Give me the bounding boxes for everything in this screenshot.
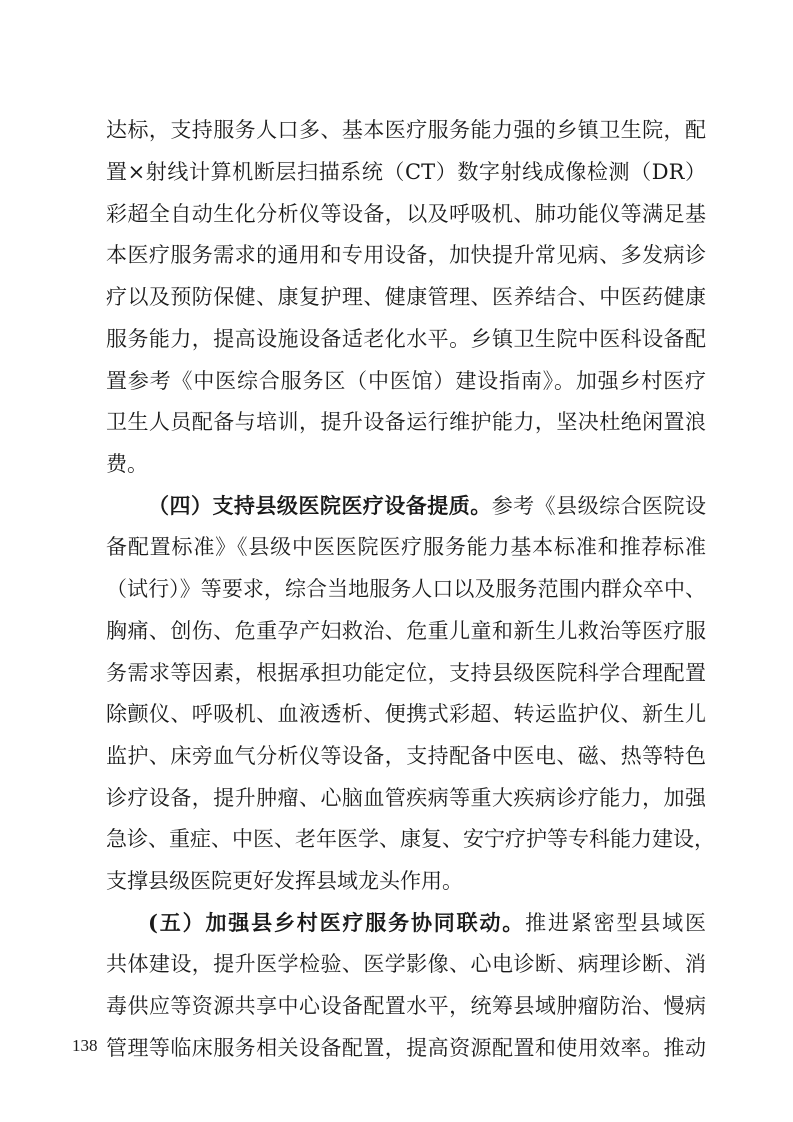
body-line: 胸痛、创伤、危重孕产妇救治、危重儿童和新生儿救治等医疗服 [106,619,706,643]
body-line: 卫生人员配备与培训，提升设备运行维护能力，坚决杜绝闲置浪 [106,410,706,434]
body-line: 本医疗服务需求的通用和专用设备，加快提升常见病、多发病诊 [106,243,706,267]
body-line: 监护、床旁血气分析仪等设备，支持配备中医电、磁、热等特色 [106,744,706,768]
body-line: 急诊、重症、中医、老年医学、康复、安宁疗护等专科能力建设， [106,827,715,851]
body-line: 备配置标准》《县级中医医院医疗服务能力基本标准和推荐标准 [106,535,706,559]
body-line: 服务能力，提高设施设备适老化水平。乡镇卫生院中医科设备配 [106,327,706,351]
body-line: 费。 [106,452,148,476]
body-line: 支撑县级医院更好发挥县域龙头作用。 [106,869,463,893]
body-line: 务需求等因素，根据承担功能定位，支持县级医院科学合理配置 [106,661,706,685]
section-5-first-line [148,906,706,940]
section-5-heading: (五）加强县乡村医疗服务协同联动。 [148,910,526,935]
section-4-first-line [148,489,706,523]
body-line: 共体建设，提升医学检验、医学影像、心电诊断、病理诊断、消 [106,952,706,976]
body-line: 诊疗设备，提升肿瘤、心脑血管疾病等重大疾病诊疗能力，加强 [106,786,706,810]
section-4-first-line-text: 参考《县级综合医院设 [491,494,707,518]
body-line: 除颤仪、呼吸机、血液透析、便携式彩超、转运监护仪、新生儿 [106,702,706,726]
body-line: 达标，支持服务人口多、基本医疗服务能力强的乡镇卫生院，配 [106,118,706,142]
body-line: 置×射线计算机断层扫描系统（CT）数字射线成像检测（DR） [106,160,706,184]
body-line: 管理等临床服务相关设备配置，提高资源配置和使用效率。推动 [106,1036,706,1060]
body-line: 毒供应等资源共享中心设备配置水平，统筹县域肿瘤防治、慢病 [106,994,706,1018]
page-number: 138 [72,1036,98,1055]
body-line: 疗以及预防保健、康复护理、健康管理、医养结合、中医药健康 [106,285,706,309]
body-line: 置参考《中医综合服务区（中医馆）建设指南》。加强乡村医疗 [106,369,706,393]
section-4-heading: （四）支持县级医院医疗设备提质。 [148,493,492,518]
body-line: （试行）》等要求，综合当地服务人口以及服务范围内群众卒中、 [106,577,706,601]
body-line: 彩超全自动生化分析仪等设备，以及呼吸机、肺功能仪等满足基 [106,202,706,226]
section-5-first-line-text: 推进紧密型县域医 [525,911,707,935]
